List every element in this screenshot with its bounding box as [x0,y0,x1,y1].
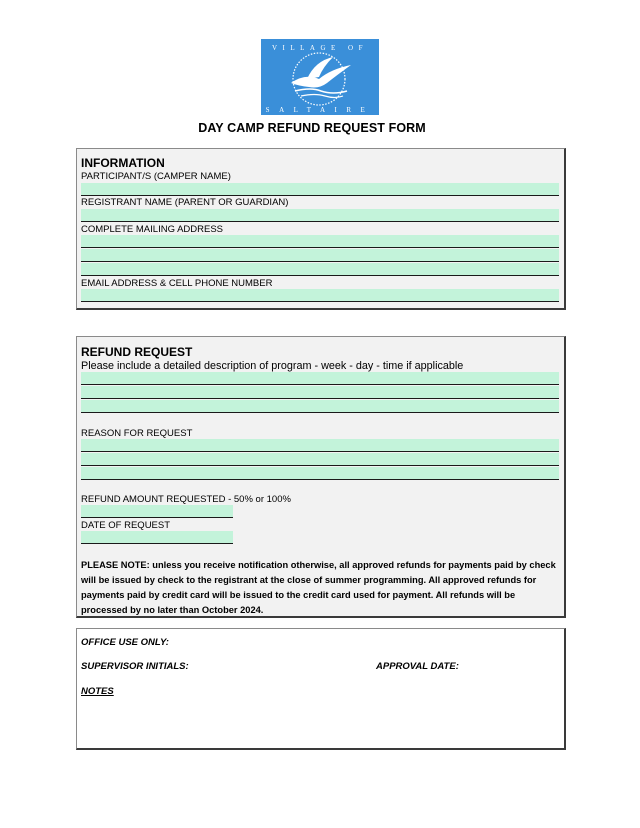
office-use-title: OFFICE USE ONLY: [81,637,169,648]
logo-bottom-text: SALTAIRE [265,106,375,114]
village-logo [261,39,379,115]
reason-field-line-1[interactable] [81,439,559,452]
reason-field-line-2[interactable] [81,453,559,466]
office-use-panel [76,628,566,750]
reason-field-line-3[interactable] [81,467,559,480]
description-field-line-2[interactable] [81,386,559,399]
date-field[interactable] [81,531,233,544]
notes-label: NOTES [81,686,114,697]
participant-label: PARTICIPANT/S (CAMPER NAME) [81,171,231,182]
description-label: Please include a detailed description of program - week - day - time if applicable [81,360,464,372]
participant-field[interactable] [81,183,559,196]
reason-label: REASON FOR REQUEST [81,428,193,439]
refund-request-panel [76,336,566,618]
information-heading: INFORMATION [81,156,165,170]
address-label: COMPLETE MAILING ADDRESS [81,224,224,235]
registrant-label: REGISTRANT NAME (PARENT OR GUARDIAN) [81,197,289,208]
refund-heading: REFUND REQUEST [81,345,193,359]
amount-label: REFUND AMOUNT REQUESTED - 50% or 100% [81,494,291,505]
address-field-line-2[interactable] [81,249,559,262]
amount-field[interactable] [81,505,233,518]
seagull-icon [261,39,379,115]
address-field-line-1[interactable] [81,235,559,248]
form-title: DAY CAMP REFUND REQUEST FORM [198,121,426,135]
approval-date-label: APPROVAL DATE: [376,661,459,672]
description-field-line-1[interactable] [81,372,559,385]
date-label: DATE OF REQUEST [81,520,171,531]
address-field-line-3[interactable] [81,263,559,276]
registrant-field[interactable] [81,209,559,222]
email-phone-field[interactable] [81,289,559,302]
information-panel [76,148,566,310]
logo-top-text: VILLAGE OF [271,44,369,52]
email-label: EMAIL ADDRESS & CELL PHONE NUMBER [81,278,273,289]
supervisor-initials-label: SUPERVISOR INITIALS: [81,661,189,672]
description-field-line-3[interactable] [81,400,559,413]
refund-note: PLEASE NOTE: unless you receive notification otherwise, all approved refunds for payments paid by check will be issued by check to the registrant at the close of summer programming. All approved refunds for payments paid by credit card will be issued to the credit card used for payment. All refunds will be processed by no later than October 2024. [81,560,556,615]
